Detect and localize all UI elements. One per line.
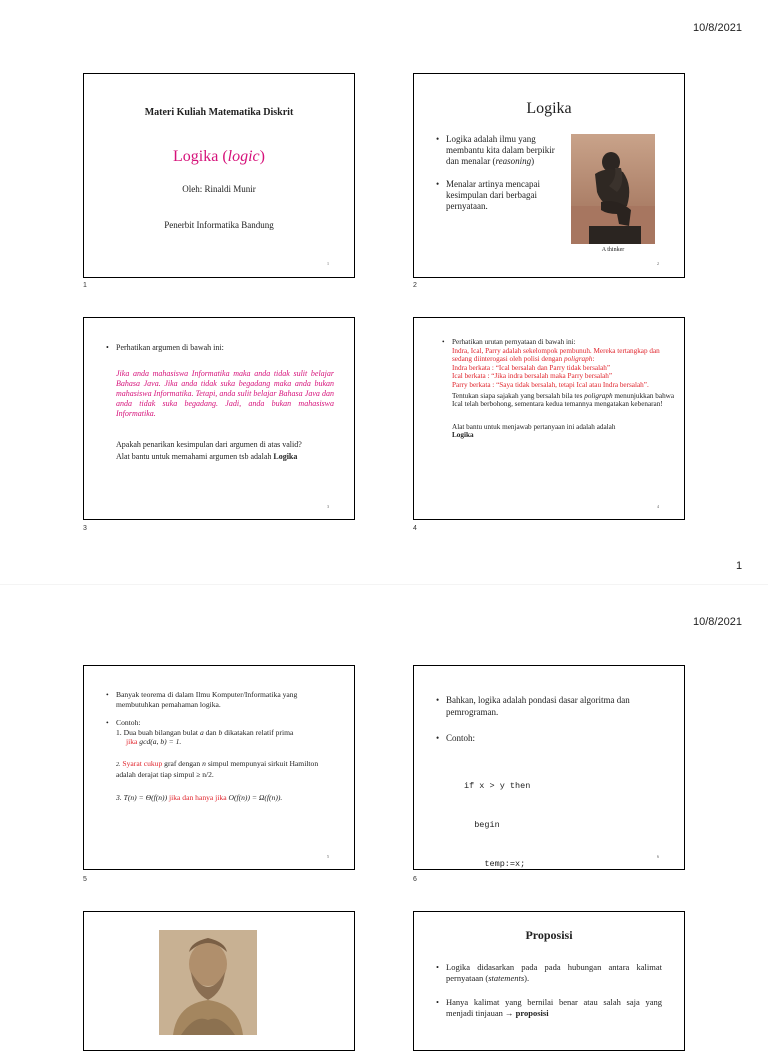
slide-number: 1: [327, 261, 329, 266]
slide-question: [116, 439, 346, 463]
statement: Indra berkata : “Ical bersalah dan Parry tidak bersalah”: [452, 363, 611, 372]
slide-body: [106, 343, 336, 352]
slide-1: [83, 73, 355, 278]
question-text: Apakah penarikan kesimpulan dari argumen di atas valid?: [116, 440, 302, 449]
example-item: 1. Dua buah bilangan bulat a dan b dikatakan relatif prima: [116, 727, 294, 737]
slide-6: [413, 665, 685, 870]
slide-author: Oleh: Rinaldi Munir: [182, 184, 256, 194]
slide-label: 2: [413, 282, 417, 289]
slide-label: 3: [83, 525, 87, 532]
slide-7: [83, 911, 355, 1051]
slide-number: 2: [657, 261, 659, 266]
argument-quote: Jika anda mahasiswa Informatika maka anda tidak sulit belajar Bahasa Java. Jika anda tidak suka begadang maka anda bukan mahasiswa Informatika. Tetapi, anda sulit belajar Bahasa Java dan anda tidak suka begadang. Jadi, anda bukan mahasiswa Informatika.: [116, 369, 334, 418]
bullet: • Menalar artinya mencapai kesimpulan dari berbagai pernyataan.: [436, 179, 564, 212]
bullet: • Logika didasarkan pada pada hubungan antara kalimat pernyataan (statements).: [436, 962, 662, 984]
bullet: • Contoh:: [436, 732, 668, 744]
page-date: 10/8/2021: [693, 616, 742, 628]
slide-label: 1: [83, 282, 87, 289]
slide-5: [83, 665, 355, 870]
tool-answer: Logika: [452, 431, 474, 440]
slide-label: 5: [83, 876, 87, 883]
statement: Indra, Ical, Parry adalah sekelompok pembunuh. Mereka tertangkap dan sedang diinterogasi oleh polisi dengan poligraph:: [452, 346, 660, 364]
slide-title: Logika: [526, 100, 572, 117]
code-line: temp:=x;: [464, 859, 526, 869]
slide-number: 5: [327, 854, 329, 859]
code-line: begin: [464, 820, 500, 830]
slide-body: [442, 338, 677, 440]
slide-8: [413, 911, 685, 1051]
slide-3: [83, 317, 355, 520]
slide-heading: Logika (logic): [173, 148, 265, 165]
slide-body: [106, 690, 338, 802]
slide-number: 4: [657, 504, 659, 509]
slide-number: 6: [657, 854, 659, 859]
bullet: • Logika adalah ilmu yang membantu kita dalam berpikir dan menalar (reasoning): [436, 134, 564, 167]
slide-title: Proposisi: [525, 928, 573, 942]
statement: Ical berkata : “Jika indra bersalah maka Parry bersalah”: [452, 372, 613, 381]
example-item: jika gcd(a, b) = 1.: [126, 737, 182, 746]
example-list: [106, 728, 338, 803]
slide-body: [436, 134, 564, 212]
slide-number: 3: [327, 504, 329, 509]
code-line: if x > y then: [464, 781, 531, 791]
bullet: • Perhatikan argumen di bawah ini:: [106, 343, 336, 352]
example-item: 2. Syarat cukup graf dengan n simpul mempunyai sirkuit Hamilton adalah derajat tiap simpul ≥ n/2.: [116, 758, 319, 779]
tool-text: Alat bantu untuk menjawab pertanyaan ini adalah adalah: [452, 422, 616, 431]
page-number: 1: [736, 560, 743, 572]
page-divider: [0, 584, 768, 585]
code-block: [464, 754, 530, 870]
slide-2: [413, 73, 685, 278]
aristotle-bust-image: [159, 930, 257, 1035]
bullet: • Contoh:: [106, 718, 338, 728]
slide-publisher: Penerbit Informatika Bandung: [164, 220, 274, 230]
image-caption: A thinker: [601, 247, 625, 253]
bullet: • Bahkan, logika adalah pondasi dasar algoritma dan pemrograman.: [436, 694, 668, 718]
slide-4: [413, 317, 685, 520]
slide-body: [436, 962, 662, 1019]
bullet: • Banyak teorema di dalam Ilmu Komputer/Informatika yang membutuhkan pemahaman logika.: [106, 690, 338, 709]
slide-label: 6: [413, 876, 417, 883]
thinker-statue-image: [571, 134, 655, 244]
bullet: • Hanya kalimat yang bernilai benar atau salah saja yang menjadi tinjauan → proposisi: [436, 997, 662, 1019]
bullet: • Perhatikan urutan pernyataan di bawah ini:: [442, 338, 677, 347]
statement-list: [442, 347, 677, 440]
page-date: 10/8/2021: [693, 22, 742, 34]
task-text: Tentukan siapa sajakah yang bersalah bila tes poligraph menunjukkan bahwa Ical telah berbohong, sementara kedua temannya mengatakan kebenaran!: [452, 391, 675, 409]
statement: Parry berkata : “Saya tidak bersalah, tetapi Ical atau Indra bersalah”.: [452, 380, 649, 389]
slide-body: [436, 694, 668, 744]
slide-title: Materi Kuliah Matematika Diskrit: [144, 107, 294, 118]
example-item: 3. T(n) = Θ(f(n)) jika dan hanya jika O(f(n)) = Ω(f(n)).: [116, 792, 283, 802]
slide-label: 4: [413, 525, 417, 532]
question-text: Alat bantu untuk memahami argumen tsb adalah Logika: [116, 452, 298, 461]
